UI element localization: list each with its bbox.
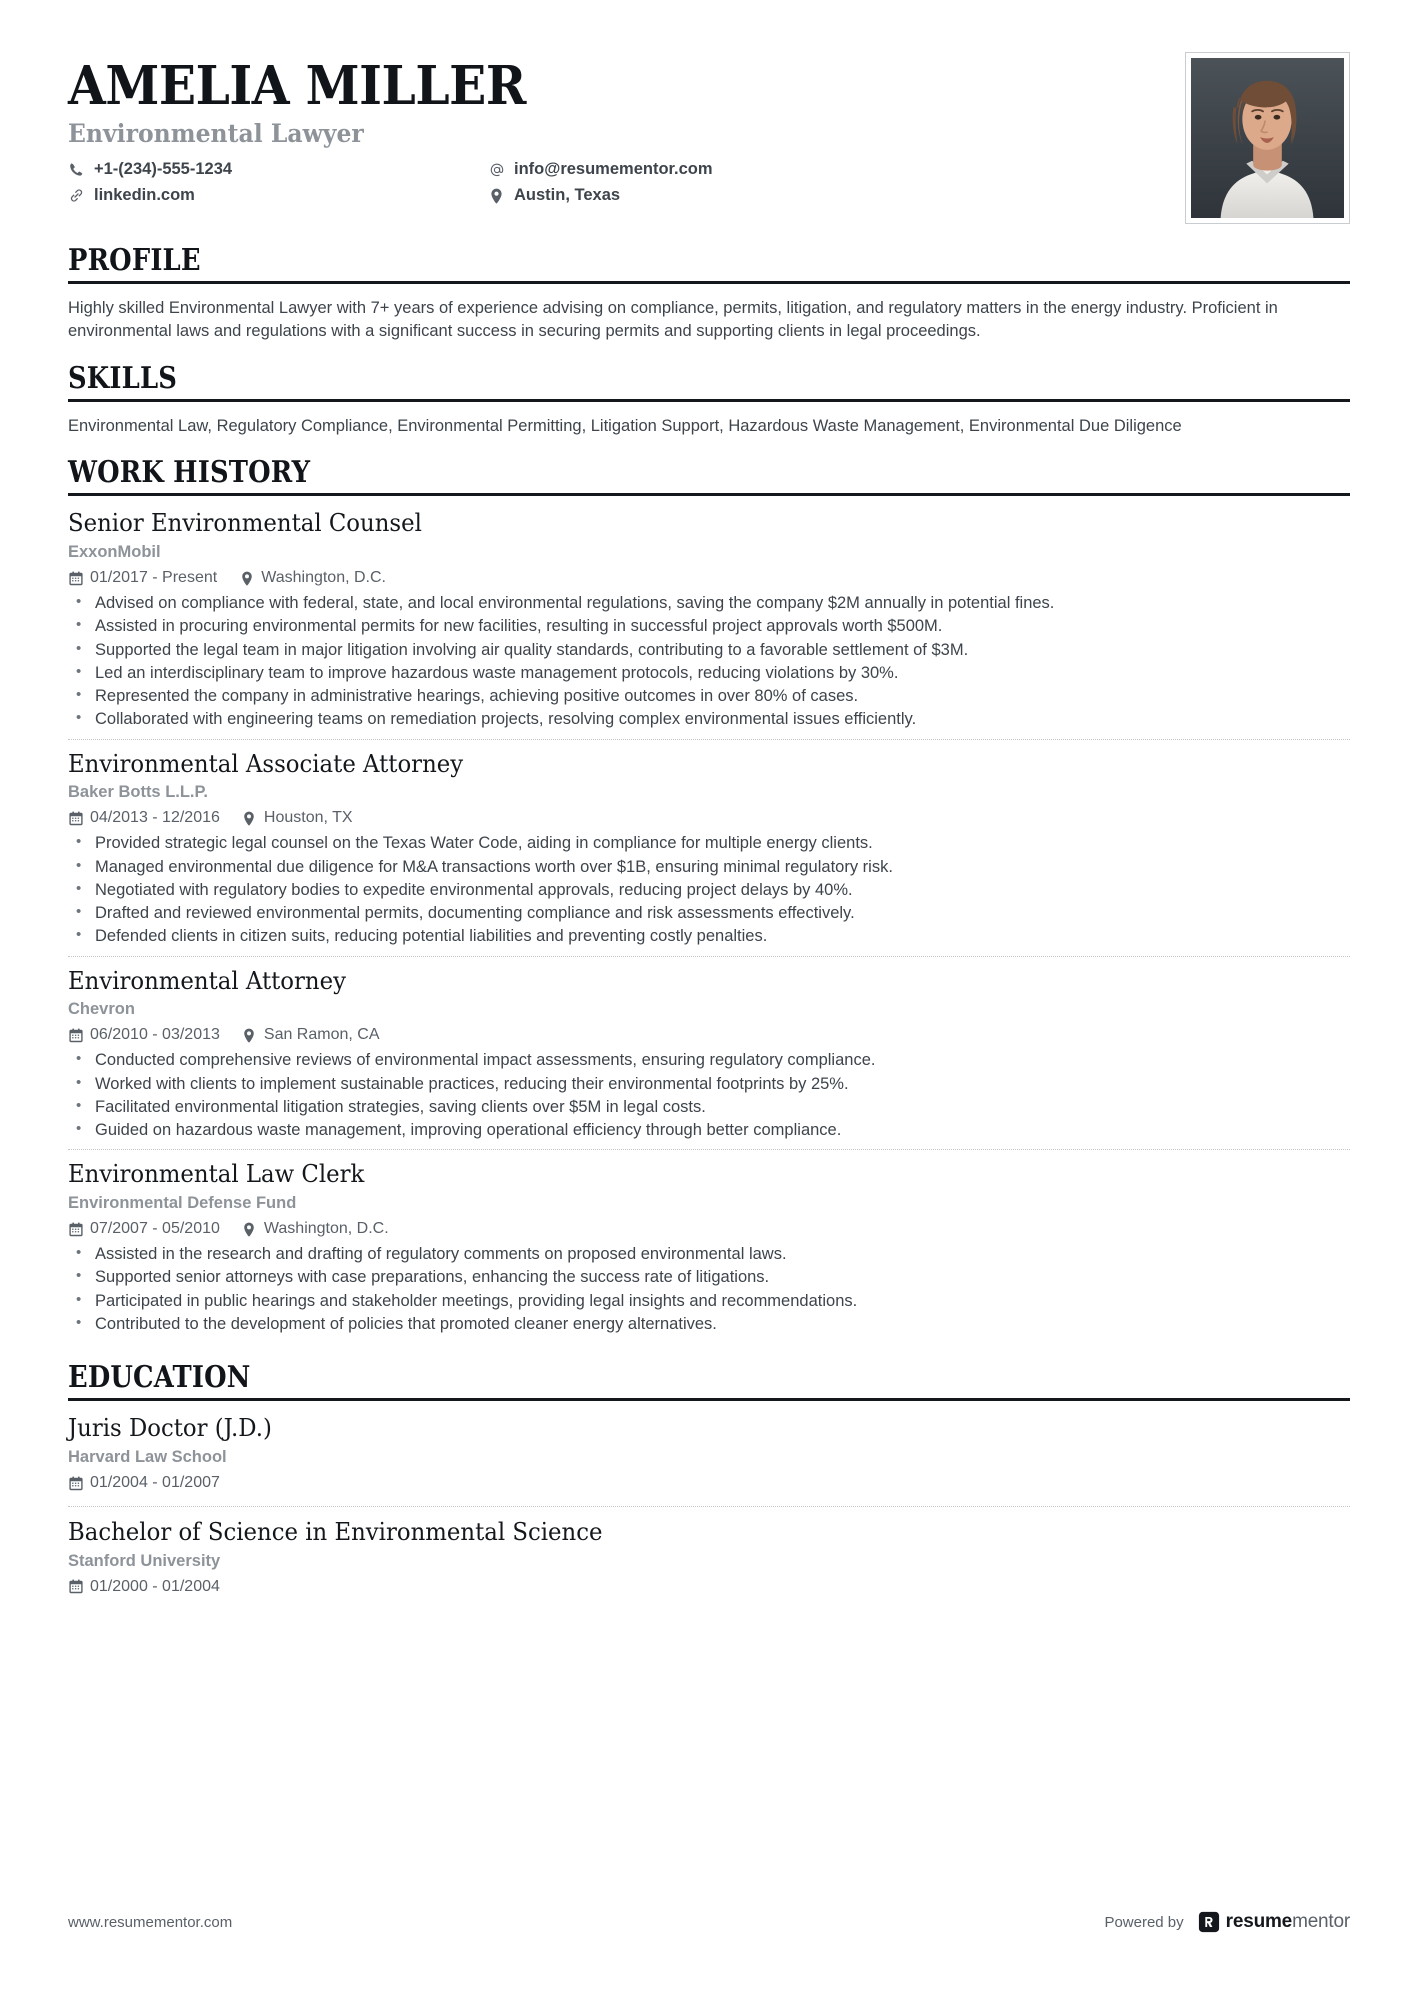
work-entry — [68, 956, 1350, 1150]
education-entry — [68, 1506, 1350, 1610]
calendar-icon — [68, 1476, 83, 1491]
education-school: Stanford University — [68, 1551, 221, 1570]
list-item: • Defended clients in citizen suits, reducing potential liabilities and preventing costly penalties. — [68, 925, 1350, 948]
work-entry-location — [242, 1220, 389, 1238]
list-item: • Assisted in procuring environmental permits for new facilities, resulting in successful project approvals worth $500M. — [68, 615, 1350, 638]
work-entry-bullets — [68, 832, 1350, 948]
profile-text: Highly skilled Environmental Lawyer with 7+ years of experience advising on compliance, permits, litigation, and regulatory matters in the energy industry. Proficient in environmental laws and regulations with a significant success in securing permits and supporting clients in legal proceedings. — [68, 299, 1278, 341]
work-entry-dates — [68, 1026, 220, 1044]
section-divider — [68, 399, 1350, 402]
education-dates-value: 01/2000 - 01/2004 — [90, 1577, 220, 1595]
calendar-icon — [68, 1028, 83, 1043]
powered-by-label: Powered by — [1104, 1913, 1184, 1931]
education-degree: Juris Doctor (J.D.) — [68, 1414, 272, 1443]
page-title: AMELIA MILLER — [68, 55, 526, 117]
list-item: • Negotiated with regulatory bodies to expedite environmental approvals, reducing project delays by 40%. — [68, 879, 1350, 902]
contact-email-value: info@resumementor.com — [514, 160, 713, 179]
brand-bold: resume — [1225, 1911, 1293, 1932]
calendar-icon — [68, 1222, 83, 1237]
section-work-history — [68, 455, 1350, 1343]
avatar-frame — [1185, 52, 1350, 224]
education-entry-meta — [68, 1578, 1350, 1596]
work-entry-meta — [68, 1026, 1350, 1044]
list-item: • Led an interdisciplinary team to improve hazardous waste management protocols, reducing violations by 30%. — [68, 662, 1350, 685]
work-entry-dates-value: 01/2017 - Present — [90, 569, 218, 587]
work-entry-location — [239, 569, 386, 587]
list-item: • Represented the company in administrative hearings, achieving positive outcomes in over 80% of cases. — [68, 685, 1350, 708]
work-entry-organization: Baker Botts L.L.P. — [68, 783, 208, 802]
contact-column-right — [488, 160, 908, 205]
list-item: • Contributed to the development of policies that promoted cleaner energy alternatives. — [68, 1313, 1350, 1336]
footer-url[interactable]: www.resumementor.com — [68, 1913, 233, 1931]
work-entry-location — [242, 1026, 380, 1044]
work-entry-dates — [68, 569, 217, 587]
work-entry-location-value: Houston, TX — [263, 809, 353, 827]
contact-email[interactable] — [488, 160, 908, 179]
work-entry-dates-value: 06/2010 - 03/2013 — [90, 1026, 220, 1044]
phone-icon — [68, 162, 85, 177]
list-item: • Assisted in the research and drafting of regulatory comments on proposed environmental laws. — [68, 1243, 1350, 1266]
education-entry-list — [68, 1414, 1350, 1610]
calendar-icon — [68, 571, 83, 586]
work-entry-location — [242, 809, 353, 827]
location-pin-icon — [488, 188, 505, 204]
calendar-icon — [68, 811, 83, 826]
work-entry-dates-value: 04/2013 - 12/2016 — [90, 809, 220, 827]
work-entry — [68, 509, 1350, 738]
work-entry-list — [68, 509, 1350, 1343]
at-sign-icon — [488, 162, 505, 178]
work-entry-organization: Chevron — [68, 1000, 135, 1019]
calendar-icon — [68, 1579, 83, 1594]
list-item: • Advised on compliance with federal, state, and local environmental regulations, saving the company $2M annually in potential fines. — [68, 592, 1350, 615]
link-icon — [68, 188, 85, 203]
section-heading-skills: SKILLS — [68, 360, 178, 396]
location-pin-icon — [242, 1222, 257, 1237]
contact-phone[interactable] — [68, 160, 488, 179]
avatar — [1191, 58, 1344, 218]
section-heading-work-history: WORK HISTORY — [68, 455, 311, 491]
education-entry-meta — [68, 1474, 1350, 1492]
work-entry-bullets — [68, 1049, 1350, 1142]
section-divider — [68, 1398, 1350, 1401]
list-item: • Guided on hazardous waste management, improving operational efficiency through better compliance. — [68, 1119, 1350, 1142]
work-entry-meta — [68, 1220, 1350, 1238]
resumementor-logo — [1198, 1911, 1350, 1933]
section-heading-education: EDUCATION — [68, 1360, 251, 1396]
education-dates — [68, 1578, 220, 1596]
work-entry-dates — [68, 1220, 220, 1238]
work-entry-location-value: Washington, D.C. — [261, 569, 386, 587]
section-skills — [68, 360, 1350, 438]
work-entry-organization: ExxonMobil — [68, 543, 161, 562]
resume-header — [68, 52, 1350, 224]
education-degree: Bachelor of Science in Environmental Science — [68, 1518, 603, 1546]
work-entry-dates — [68, 809, 220, 827]
contact-location-value: Austin, Texas — [514, 186, 621, 205]
work-entry-meta — [68, 809, 1350, 827]
education-dates-value: 01/2004 - 01/2007 — [90, 1474, 220, 1491]
section-profile — [68, 243, 1350, 344]
work-entry-bullets — [68, 1243, 1350, 1336]
resumementor-mark-icon — [1198, 1911, 1220, 1933]
work-entry-location-value: Washington, D.C. — [263, 1220, 389, 1238]
work-entry-title: Environmental Associate Attorney — [68, 749, 464, 778]
work-entry-title: Environmental Law Clerk — [68, 1160, 365, 1189]
contact-linkedin[interactable] — [68, 186, 488, 205]
work-entry-dates-value: 07/2007 - 05/2010 — [90, 1220, 220, 1238]
education-entry — [68, 1414, 1350, 1506]
work-entry-bullets — [68, 592, 1350, 732]
section-divider — [68, 281, 1350, 284]
work-entry-location-value: San Ramon, CA — [263, 1026, 380, 1044]
contact-linkedin-value: linkedin.com — [94, 186, 195, 205]
list-item: • Worked with clients to implement sustainable practices, reducing their environmental footprints by 25%. — [68, 1073, 1350, 1096]
work-entry-meta — [68, 569, 1350, 587]
work-entry-title: Senior Environmental Counsel — [68, 509, 422, 538]
location-pin-icon — [242, 1028, 257, 1043]
section-heading-profile: PROFILE — [68, 243, 201, 278]
footer-branding — [1104, 1911, 1350, 1933]
work-entry-organization: Environmental Defense Fund — [68, 1194, 297, 1213]
work-entry-title: Environmental Attorney — [68, 966, 346, 995]
contact-phone-value: +1-(234)-555-1234 — [94, 160, 233, 179]
list-item: • Conducted comprehensive reviews of environmental impact assessments, ensuring regulatory compliance. — [68, 1049, 1350, 1072]
location-pin-icon — [239, 571, 254, 586]
contact-grid — [68, 160, 1185, 205]
work-entry — [68, 739, 1350, 956]
header-left — [68, 52, 1185, 205]
list-item: • Provided strategic legal counsel on the Texas Water Code, aiding in compliance for multiple energy clients. — [68, 832, 1350, 855]
page-footer — [68, 1911, 1350, 1933]
contact-location — [488, 186, 908, 205]
section-education — [68, 1360, 1350, 1610]
list-item: • Drafted and reviewed environmental permits, documenting compliance and risk assessments effectively. — [68, 902, 1350, 925]
list-item: • Collaborated with engineering teams on remediation projects, resolving complex environmental issues efficiently. — [68, 708, 1350, 731]
avatar-illustration — [1191, 58, 1344, 218]
contact-column-left — [68, 160, 488, 205]
header-job-title: Environmental Lawyer — [68, 119, 364, 149]
list-item: • Supported senior attorneys with case preparations, enhancing the success rate of litigations. — [68, 1266, 1350, 1289]
education-dates — [68, 1474, 220, 1492]
list-item: • Supported the legal team in major litigation involving air quality standards, contributing to a favorable settlement of $3M. — [68, 639, 1350, 662]
brand-light: mentor — [1292, 1911, 1350, 1932]
location-pin-icon — [242, 811, 257, 826]
section-divider — [68, 493, 1350, 496]
education-school: Harvard Law School — [68, 1448, 227, 1466]
resumementor-wordmark — [1226, 1911, 1350, 1933]
skills-text: Environmental Law, Regulatory Compliance, Environmental Permitting, Litigation Support, Hazardous Waste Management, Environmental Due Diligence — [68, 416, 1182, 435]
list-item: • Participated in public hearings and stakeholder meetings, providing legal insights and recommendations. — [68, 1290, 1350, 1313]
list-item: • Managed environmental due diligence for M&A transactions worth over $1B, ensuring minimal regulatory risk. — [68, 856, 1350, 879]
list-item: • Facilitated environmental litigation strategies, saving clients over $5M in legal costs. — [68, 1096, 1350, 1119]
work-entry — [68, 1149, 1350, 1343]
